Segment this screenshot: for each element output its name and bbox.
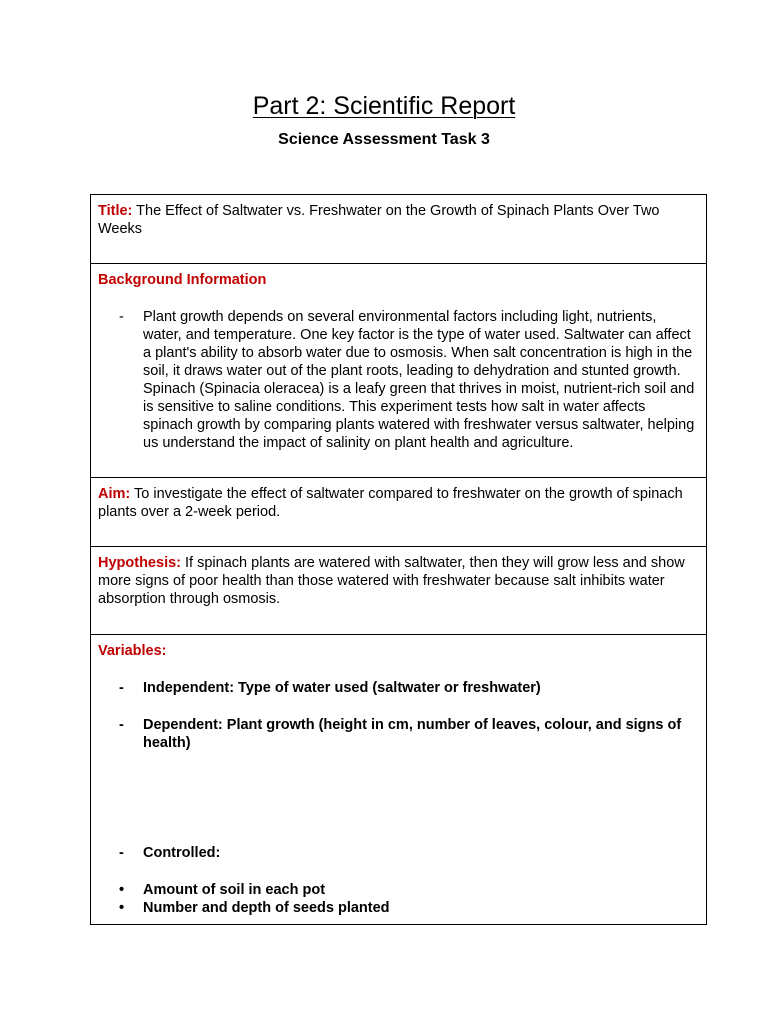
hypothesis-cell [91, 547, 707, 635]
title-cell [91, 195, 707, 264]
title-row [91, 195, 707, 264]
dash-marker: - [119, 717, 124, 733]
controlled-list [98, 881, 699, 917]
page-title: Part 2: Scientific Report [252, 92, 516, 120]
background-cell [91, 264, 707, 478]
variables-row [91, 635, 707, 925]
aim-cell [91, 478, 707, 547]
aim-label: Aim: [98, 486, 131, 502]
hypothesis-label: Hypothesis: [98, 555, 181, 571]
dependent-variable-item [98, 716, 699, 752]
aim-row [91, 478, 707, 547]
page-subtitle: Science Assessment Task 3 [278, 131, 490, 148]
dash-marker: - [119, 845, 124, 861]
dash-marker: - [119, 309, 124, 325]
background-text: Plant growth depends on several environmental factors including light, nutrients, water, and temperature. One key factor is the type of water used. Saltwater can affect a plant's ability to absorb water due to osmosis. When salt concentration is high in the soil, it draws water out of the plant roots, leading to dehydration and stunted growth. Spinach (Spinacia oleracea) is a leafy green that thrives in moist, nutrient-rich soil and is sensitive to saline conditions. This experiment tests how salt in water affects spinach growth by comparing plants watered with freshwater versus saltwater, helping us understand the impact of salinity on plant health and agriculture. [143, 309, 695, 451]
hypothesis-row [91, 547, 707, 635]
controlled-list-item [98, 881, 699, 899]
dash-marker: - [119, 680, 124, 696]
background-row [91, 264, 707, 478]
report-table [90, 194, 707, 925]
title-text: The Effect of Saltwater vs. Freshwater on the Growth of Spinach Plants Over Two Weeks [98, 203, 660, 237]
variables-label: Variables: [98, 643, 167, 659]
title-label: Title: [98, 203, 133, 219]
controlled-variable-heading: Controlled: [143, 845, 221, 861]
hypothesis-text: If spinach plants are watered with saltwater, then they will grow less and show more signs of poor health than those watered with freshwater because salt inhibits water absorption through osmosis. [98, 555, 685, 607]
independent-variable-text: Independent: Type of water used (saltwater or freshwater) [143, 680, 541, 696]
aim-text: To investigate the effect of saltwater compared to freshwater on the growth of spinach plants over a 2-week period. [98, 486, 683, 520]
bullet-marker: • [119, 900, 125, 916]
variables-cell [91, 635, 707, 925]
controlled-item-text: Amount of soil in each pot [143, 882, 326, 898]
controlled-item-text: Number and depth of seeds planted [143, 900, 390, 916]
dependent-variable-text: Dependent: Plant growth (height in cm, number of leaves, colour, and signs of health) [143, 717, 682, 751]
independent-variable-item [98, 679, 699, 697]
background-list-item [98, 308, 699, 452]
background-label: Background Information [98, 272, 267, 288]
blank-space [98, 752, 699, 844]
controlled-variable-item [98, 844, 699, 862]
controlled-list-item [98, 899, 699, 917]
bullet-marker: • [119, 882, 125, 898]
